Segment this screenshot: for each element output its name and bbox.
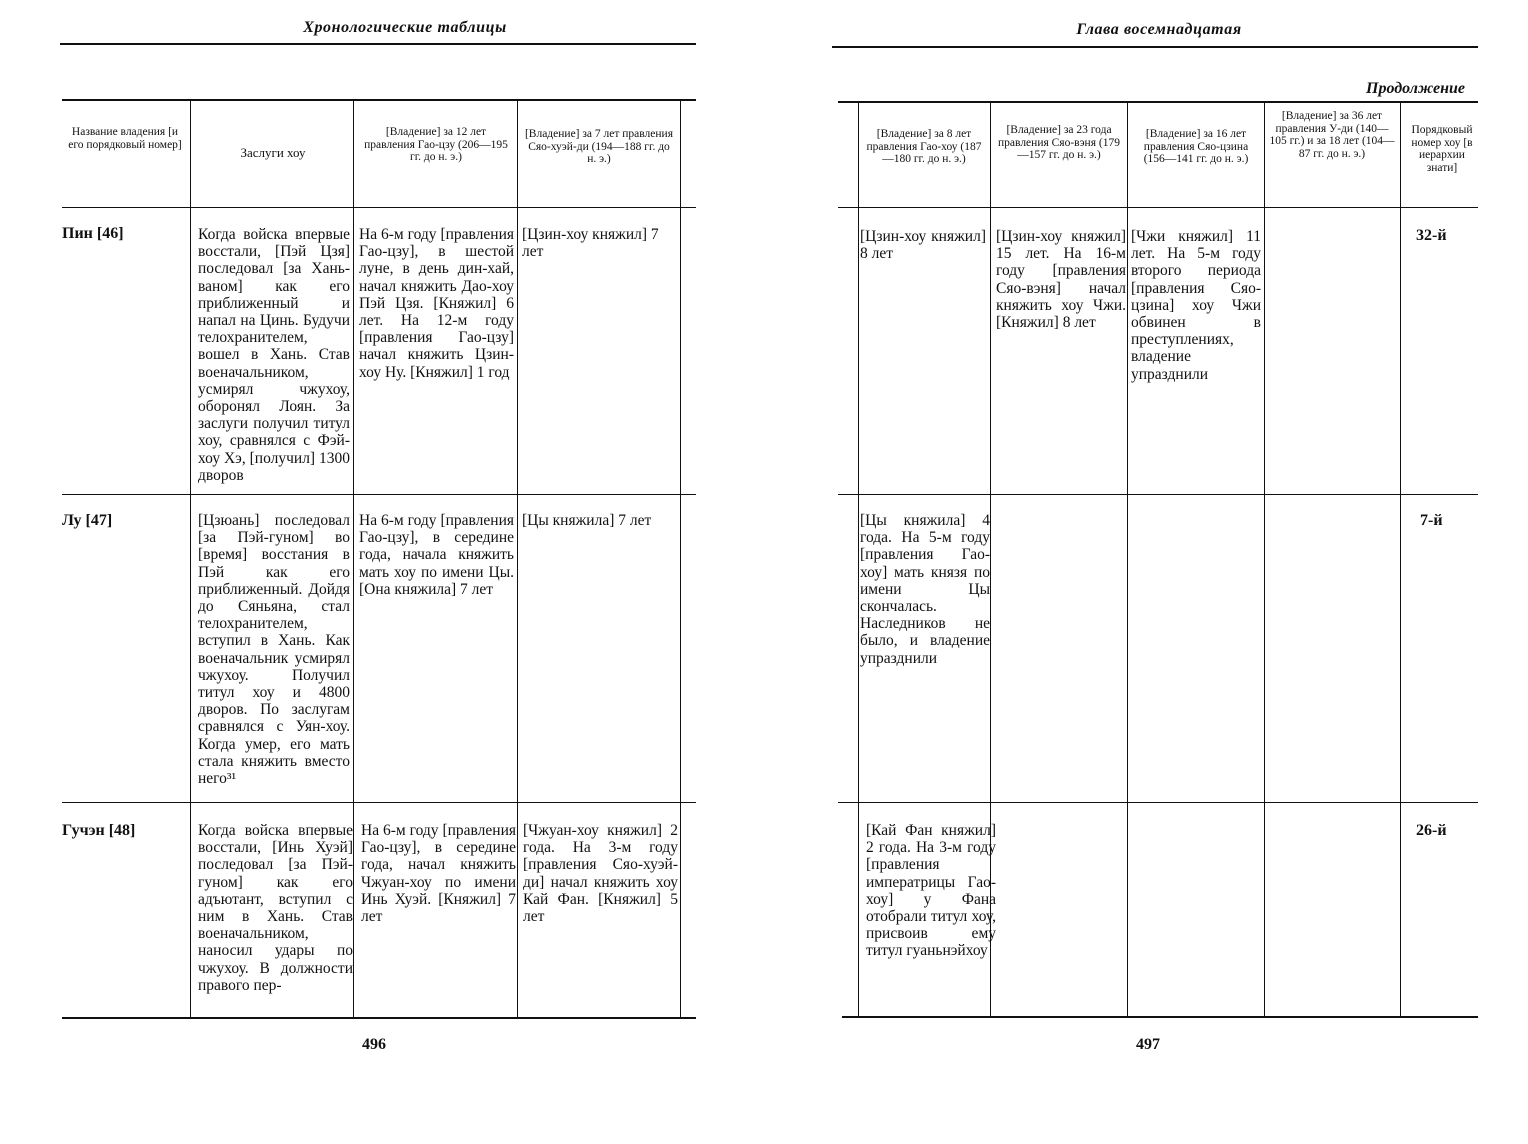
column-header: [Владение] за 7 лет правления Сяо-хуэй-ди (194—188 гг. до н. э.): [524, 128, 674, 166]
table-top-rule: [838, 101, 1478, 103]
column-header: Порядковый номер хоу [в иерархии знати]: [1411, 124, 1473, 174]
xiaojing-reign-cell: [Чжи княжил] 11 лет. На 5-м году второго периода [правления Сяо-цзина] хоу Чжи обвинен в преступлениях, владение упразднили: [1131, 228, 1261, 383]
merits-cell: Когда войска впервые восстали, [Инь Хуэй] последовал [за Пэй-гуном] как его адъютант, вступил с ним в Хань. Став военачальником, наносил удары по чжухоу. В должности правого пер-: [198, 822, 353, 994]
gaohou-reign-cell: [Цзин-хоу княжил] 8 лет: [860, 228, 986, 263]
column-divider: [1400, 102, 1401, 1016]
column-header: [Владение] за 36 лет правления У-ди (140—105 гг.) и за 18 лет (104—87 гг. до н. э.): [1269, 110, 1395, 160]
column-divider: [1127, 102, 1128, 1016]
column-header: [Владение] за 8 лет правления Гао-хоу (187—180 гг. до н. э.): [866, 128, 982, 166]
right-page: [764, 0, 1528, 1144]
rank-number: 32-й: [1416, 227, 1447, 244]
fief-name: Пин [46]: [62, 225, 124, 242]
gaohou-reign-cell: [Кай Фан княжил] 2 года. На 3-м году [правления императрицы Гао-хоу] у Фана отобрали титул хоу, присвоив ему титул гуаньнэйхоу: [866, 822, 996, 960]
merits-cell: Когда войска впервые восстали, [Пэй Цзя] последовал [за Хань-ваном] как его приближенный и напал на Цинь. Будучи телохранителем, вошел в Хань. Став военачальником, усмирял чжухоу, оборонял Лоян. За заслуги получил титул хоу, сравнялся с Фэй-хоу Хэ, [получил] 1300 дворов: [198, 226, 350, 484]
column-header: [Владение] за 12 лет правления Гао-цзу (206—195 гг. до н. э.): [364, 126, 508, 164]
row-divider: [62, 802, 696, 803]
rank-number: 7-й: [1420, 512, 1443, 529]
column-divider: [190, 100, 191, 1017]
column-header: [Владение] за 16 лет правления Сяо-цзина (156—141 гг. до н. э.): [1143, 128, 1249, 166]
gaozu-reign-cell: На 6-м году [правления Гао-цзу], в середине года, начал княжить Чжуан-хоу по имени Инь Хуэй. [Княжил] 7 лет: [361, 822, 516, 926]
rank-number: 26-й: [1416, 822, 1447, 839]
row-divider: [838, 494, 1478, 495]
fief-name: Лу [47]: [62, 512, 113, 529]
fief-name: Гучэн [48]: [62, 822, 136, 839]
table-bottom-rule: [62, 1017, 696, 1019]
column-header: Название владения [и его порядковый номер]: [68, 126, 182, 151]
gaozu-reign-cell: На 6-м году [правления Гао-цзу], в середине года, начала княжить мать хоу по имени Цы. [Она княжила] 7 лет: [359, 512, 514, 598]
page-number: 496: [362, 1036, 386, 1053]
column-divider: [858, 102, 859, 1016]
left-running-head: Хронологические таблицы: [303, 19, 507, 36]
header-rule: [832, 46, 1478, 48]
column-divider: [517, 100, 518, 1017]
column-divider: [353, 100, 354, 1017]
row-divider: [838, 802, 1478, 803]
xiaohui-reign-cell: [Цы княжила] 7 лет: [522, 512, 652, 529]
continuation-label: Продолжение: [1366, 80, 1465, 97]
right-running-head: Глава восемнадцатая: [1076, 21, 1242, 38]
row-divider: [62, 494, 696, 495]
table-header-bottom-rule: [838, 207, 1478, 208]
xiaohui-reign-cell: [Чжуан-хоу княжил] 2 года. На 3-м году [правления Сяо-хуэй-ди] начал княжить хоу Кай Фан. [Княжил] 5 лет: [523, 822, 678, 926]
column-divider: [680, 100, 681, 1017]
table-top-rule: [62, 99, 696, 101]
table-bottom-rule: [842, 1016, 1478, 1018]
xiaohui-reign-cell: [Цзин-хоу княжил] 7 лет: [522, 226, 659, 261]
gaozu-reign-cell: На 6-м году [правления Гао-цзу], в шестой луне, в день дин-хай, начал княжить Дао-хоу Пэй Цзя. [Княжил] 6 лет. На 12-м году [правления Гао-цзу] начал княжить Цзин-хоу Ну. [Княжил] 1 год: [359, 226, 514, 381]
xiaowen-reign-cell: [Цзин-хоу княжил] 15 лет. На 16-м году [правления Сяо-вэня] начал княжить хоу Чжи. [Княжил] 8 лет: [996, 228, 1126, 332]
gaohou-reign-cell: [Цы княжила] 4 года. На 5-м году [правления Гао-хоу] мать князя по имени Цы скончалась. Наследников не было, и владение упразднили: [860, 512, 990, 667]
header-rule: [60, 43, 696, 45]
column-header: [Владение] за 23 года правления Сяо-вэня (179—157 гг. до н. э.): [998, 124, 1120, 162]
table-header-bottom-rule: [62, 207, 696, 208]
merits-cell: [Цзюань] последовал [за Пэй-гуном] во [время] восстания в Пэй как его приближенный. Дойдя до Сяньяна, стал телохранителем, вступил в Хань. Как военачальник усмирял чжухоу. Получил титул хоу и 4800 дворов. По заслугам сравнялся с Уян-хоу. Когда умер, его мать стала княжить вместо него³¹: [198, 512, 350, 788]
column-divider: [1264, 102, 1265, 1016]
page-number: 497: [1136, 1036, 1160, 1053]
column-header: Заслуги хоу: [240, 145, 306, 160]
